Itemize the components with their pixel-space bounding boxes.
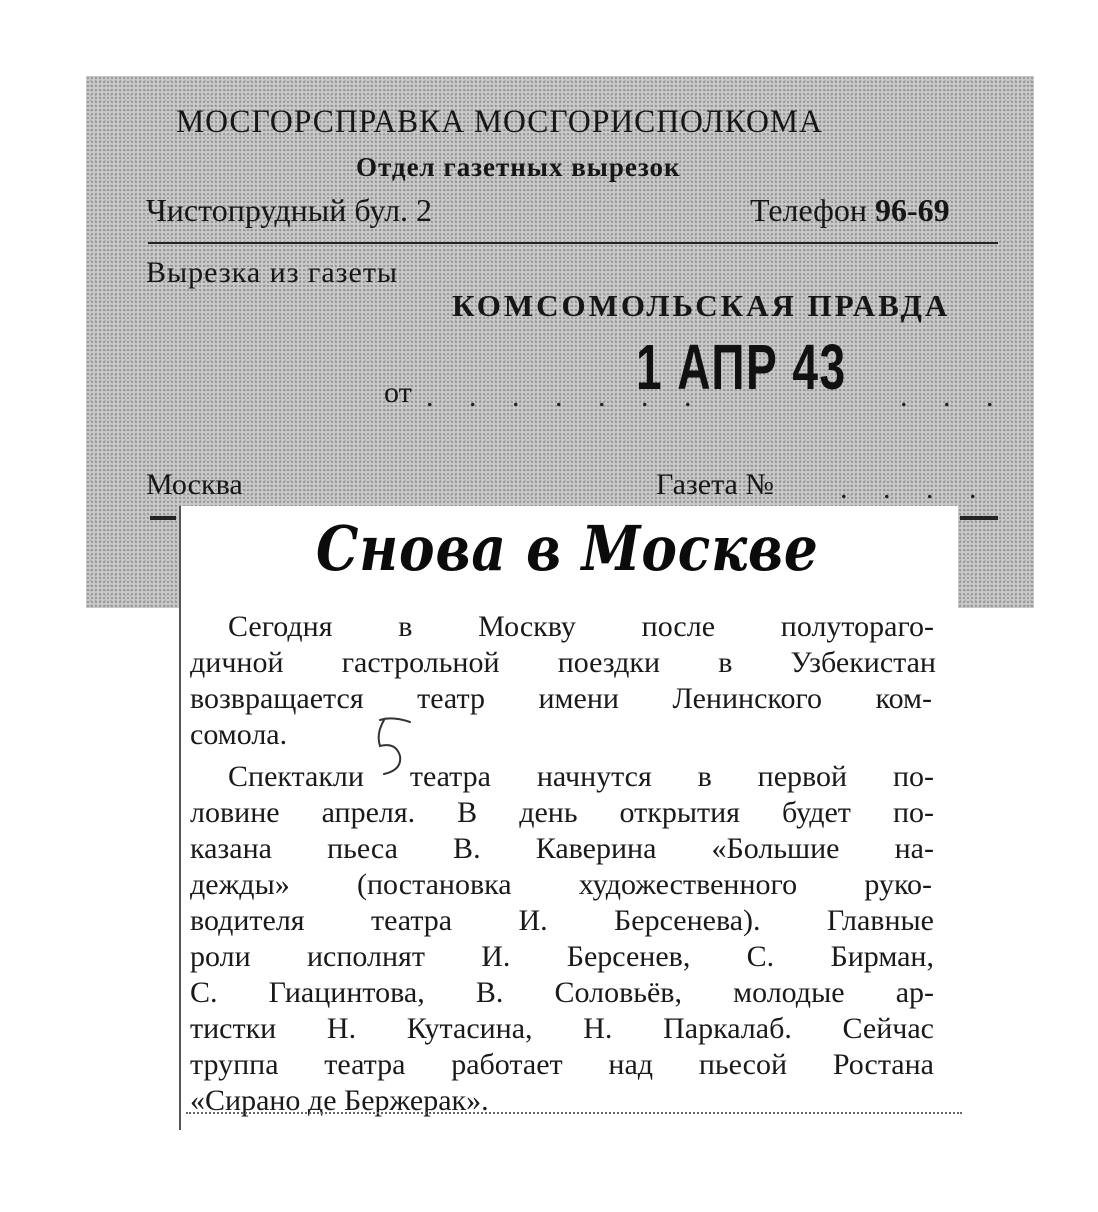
- paragraph1-line: сомола.: [190, 718, 288, 751]
- date-from-label: от: [384, 376, 412, 409]
- header-divider: [148, 242, 998, 244]
- clipping-bottom-edge: [186, 1112, 962, 1114]
- address: Чистопрудный бул. 2: [146, 192, 433, 228]
- phone: [750, 192, 950, 229]
- paragraph2-line: роли исполнят И. Берсенев, С. Бирман,: [190, 940, 934, 973]
- paragraph2-line: ловине апреля. В день открытия будет по-: [190, 796, 934, 829]
- phone-number: 96-69: [874, 192, 950, 228]
- paragraph2-line: С. Гиацинтова, В. Соловьёв, молодые ар-: [190, 976, 934, 1009]
- department-name: Отдел газетных вырезок: [356, 152, 681, 182]
- organization-name: МОСГОРСПРАВКА МОСГОРИСПОЛКОМА: [176, 104, 823, 140]
- paragraph2-line: водителя театра И. Берсенева). Главные: [190, 904, 934, 937]
- issue-dots: . . . .: [840, 472, 991, 505]
- handwritten-mark: [362, 712, 442, 782]
- paragraph1-line: Сегодня в Москву после полутораго-: [228, 610, 934, 643]
- date-dots-left: . . . . . . .: [426, 380, 706, 413]
- paragraph2-line: «Сирано де Бержерак».: [190, 1084, 489, 1117]
- city: Москва: [146, 468, 243, 501]
- paragraph2-line: дежды» (постановка художественного руко-: [190, 868, 932, 901]
- paragraph1-line: дичной гастрольной поездки в Узбекистан: [190, 646, 936, 679]
- cut-label: Вырезка из газеты: [146, 256, 399, 289]
- issue-label: Газета №: [656, 468, 774, 501]
- paragraph2-line: труппа театра работает над пьесой Ростана: [190, 1048, 934, 1081]
- article-headline: Снова в Москве: [316, 512, 819, 585]
- phone-label: Телефон: [750, 192, 867, 228]
- date-stamp: 1 АПР 43: [636, 331, 847, 403]
- left-cut-mark: [150, 516, 176, 520]
- newspaper-name: КОМСОМОЛЬСКАЯ ПРАВДА: [452, 288, 951, 323]
- date-dots-right: . . .: [900, 380, 1008, 413]
- clipping-edge: [179, 506, 181, 1130]
- paragraph2-line: Спектакли театра начнутся в первой по-: [228, 760, 934, 793]
- paragraph2-line: казана пьеса В. Каверина «Большие на-: [190, 832, 934, 865]
- right-cut-mark: [960, 516, 998, 520]
- paragraph2-line: тистки Н. Кутасина, Н. Паркалаб. Сейчас: [190, 1012, 934, 1045]
- paragraph1-line: возвращается театр имени Ленинского ком-: [190, 682, 932, 715]
